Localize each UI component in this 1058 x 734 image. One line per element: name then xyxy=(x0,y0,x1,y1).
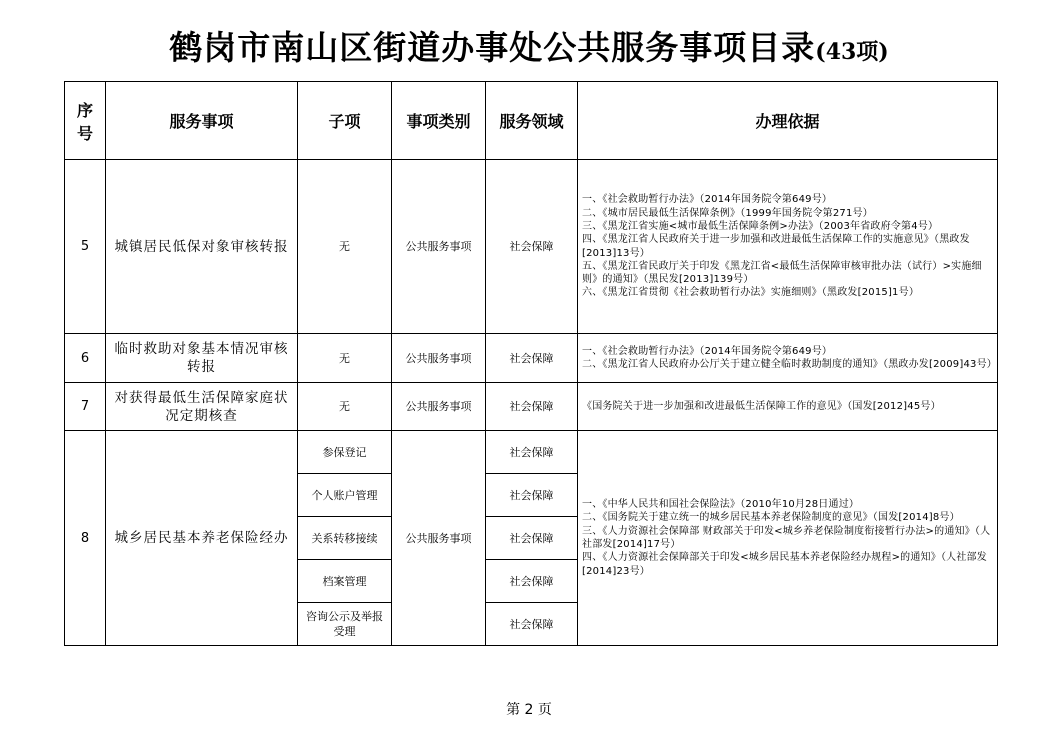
header-subitem: 子项 xyxy=(298,82,392,160)
row-subitem: 无 xyxy=(298,160,392,334)
row-category: 公共服务事项 xyxy=(392,160,486,334)
basis-line: 二、《黑龙江省人民政府办公厅关于建立健全临时救助制度的通知》（黑政办发[2009]43号） xyxy=(582,359,997,370)
row-domain: 社会保障 xyxy=(486,383,578,431)
row-category: 公共服务事项 xyxy=(392,334,486,383)
row-service: 对获得最低生活保障家庭状况定期核查 xyxy=(106,383,298,431)
header-service: 服务事项 xyxy=(106,82,298,160)
row-domain: 社会保障 xyxy=(486,560,578,603)
row-service: 城乡居民基本养老保险经办 xyxy=(106,431,298,646)
table-row xyxy=(65,431,998,474)
row-category: 公共服务事项 xyxy=(392,431,486,646)
basis-line: 四、《黑龙江省人民政府关于进一步加强和改进最低生活保障工作的实施意见》（黑政发[2013]13号） xyxy=(582,234,970,259)
row-domain: 社会保障 xyxy=(486,474,578,517)
basis-line: 二、《城市居民最低生活保障条例》（1999年国务院令第271号） xyxy=(582,207,873,219)
row-subitem: 个人账户管理 xyxy=(298,474,392,517)
table-header-row xyxy=(65,82,998,160)
basis-line: 一、《中华人民共和国社会保险法》（2010年10月28日通过） xyxy=(582,499,860,511)
header-basis: 办理依据 xyxy=(578,82,998,160)
title-text: 鹤岗市南山区街道办事处公共服务事项目录 xyxy=(169,28,816,67)
row-index: 6 xyxy=(65,334,106,383)
row-service: 城镇居民低保对象审核转报 xyxy=(106,160,298,334)
row-index: 5 xyxy=(65,160,106,334)
basis-line: 一、《社会救助暂行办法》（2014年国务院令第649号） xyxy=(582,194,833,206)
basis-line: 六、《黑龙江省贯彻《社会救助暂行办法》实施细则》（黑政发[2015]1号） xyxy=(582,287,920,299)
row-subitem: 咨询公示及举报受理 xyxy=(298,603,392,646)
row-index: 8 xyxy=(65,431,106,646)
header-index xyxy=(65,82,106,160)
row-subitem: 无 xyxy=(298,383,392,431)
page-title xyxy=(0,22,1058,69)
row-domain: 社会保障 xyxy=(486,603,578,646)
basis-line: 二、《国务院关于建立统一的城乡居民基本养老保险制度的意见》（国发[2014]8号） xyxy=(582,512,960,524)
basis-line: 一、《社会救助暂行办法》（2014年国务院令第649号） xyxy=(582,345,833,357)
basis-line: 三、《黑龙江省实施<城市最低生活保障条例>办法》（2003年省政府令第4号） xyxy=(582,220,939,232)
header-index-line2: 号 xyxy=(76,123,93,143)
row-domain: 社会保障 xyxy=(486,334,578,383)
row-subitem: 无 xyxy=(298,334,392,383)
row-domain: 社会保障 xyxy=(486,517,578,560)
basis-line: 三、《人力资源社会保障部 财政部关于印发<城乡养老保险制度衔接暂行办法>的通知》（人社部发[2014]17号） xyxy=(582,525,991,550)
services-table xyxy=(64,81,998,646)
table-row xyxy=(65,383,998,431)
header-domain: 服务领域 xyxy=(486,82,578,160)
basis-line: 五、《黑龙江省民政厅关于印发《黑龙江省<最低生活保障审核审批办法（试行）>实施细则》的通知》（黑民发[2013]139号） xyxy=(582,260,982,286)
row-subitem: 参保登记 xyxy=(298,431,392,474)
table-row xyxy=(65,160,998,334)
page-number: 第 2 页 xyxy=(506,702,552,718)
row-category: 公共服务事项 xyxy=(392,383,486,431)
header-category: 事项类别 xyxy=(392,82,486,160)
row-domain: 社会保障 xyxy=(486,160,578,334)
header-index-line1: 序 xyxy=(76,100,93,120)
title-count: (43项) xyxy=(815,39,889,65)
row-basis xyxy=(578,160,998,334)
row-basis xyxy=(578,334,998,383)
row-domain: 社会保障 xyxy=(486,431,578,474)
basis-line: 四、《人力资源社会保障部关于印发<城乡居民基本养老保险经办规程>的通知》（人社部发[2014]23号） xyxy=(582,552,987,577)
row-index: 7 xyxy=(65,383,106,431)
row-subitem: 档案管理 xyxy=(298,560,392,603)
table-row xyxy=(65,334,998,383)
row-service: 临时救助对象基本情况审核转报 xyxy=(106,334,298,383)
basis-line: 《国务院关于进一步加强和改进最低生活保障工作的意见》（国发[2012]45号） xyxy=(582,400,941,412)
row-subitem: 关系转移接续 xyxy=(298,517,392,560)
row-basis xyxy=(578,383,998,431)
row-basis xyxy=(578,431,998,646)
